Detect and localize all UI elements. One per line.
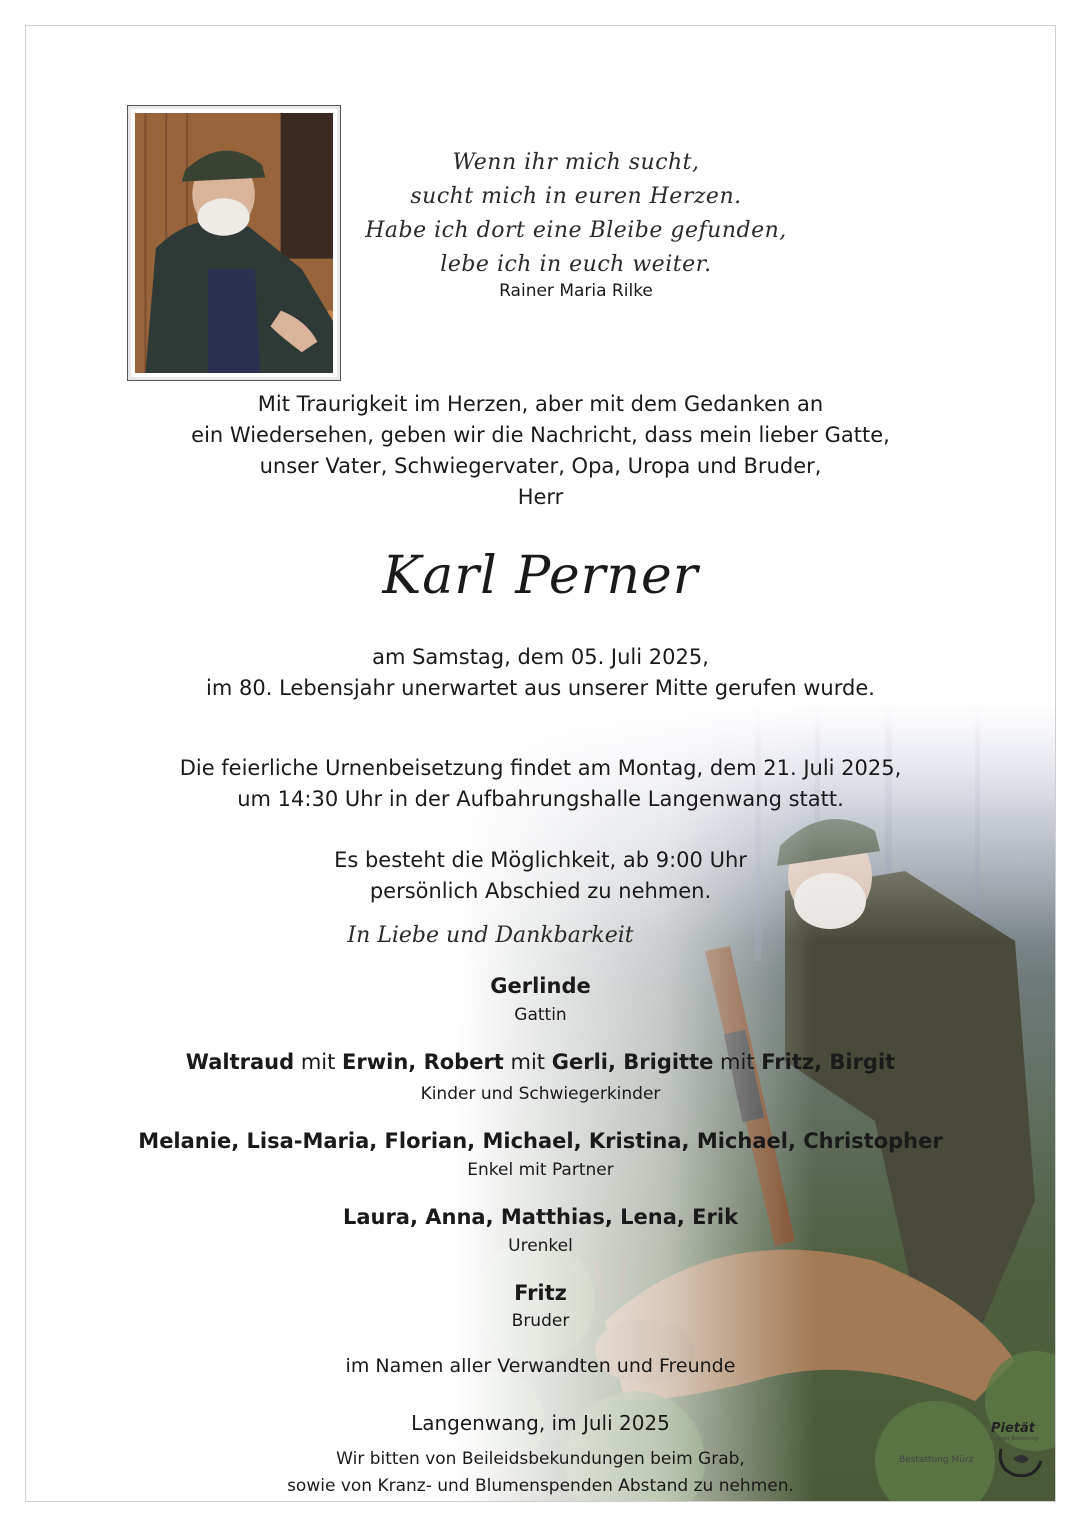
logo-tagline: in jeder Beziehung xyxy=(991,1436,1038,1442)
poem-line: sucht mich in euren Herzen. xyxy=(410,184,742,209)
closing-line: im Namen aller Verwandten und Freunde xyxy=(345,1355,736,1377)
poem-author: Rainer Maria Rilke xyxy=(499,281,653,301)
farewell-line: persönlich Abschied zu nehmen. xyxy=(369,879,712,903)
great-grandchildren-names: Laura, Anna, Matthias, Lena, Erik xyxy=(342,1205,739,1229)
logo-brand: Pietät xyxy=(991,1421,1036,1436)
poem-line: Habe ich dort eine Bleibe gefunden, xyxy=(365,218,787,243)
intro-text xyxy=(26,389,1055,513)
brother-role: Bruder xyxy=(511,1311,570,1331)
obituary-page xyxy=(25,25,1056,1502)
child-name: Erwin, Robert xyxy=(342,1050,504,1074)
great-grandchildren-role: Urenkel xyxy=(508,1236,573,1256)
notice-line: sowie von Kranz- und Blumenspenden Abstand zu nehmen. xyxy=(287,1476,794,1496)
intro-line: unser Vater, Schwiegervater, Opa, Uropa und Bruder, xyxy=(259,454,822,478)
poem xyxy=(206,146,946,282)
connector: mit xyxy=(294,1050,343,1074)
connector: mit xyxy=(503,1050,552,1074)
grandchildren-names: Melanie, Lisa-Maria, Florian, Michael, Kristina, Michael, Christopher xyxy=(138,1129,943,1153)
spouse-role: Gattin xyxy=(514,1005,567,1025)
logo-swirl-icon xyxy=(995,1439,1043,1479)
death-line: im 80. Lebensjahr unerwartet aus unserer Mitte gerufen wurde. xyxy=(206,676,875,700)
intro-line: Herr xyxy=(517,485,564,509)
children-names xyxy=(26,1050,1055,1074)
logo-company: Bestattung Mürz xyxy=(899,1455,974,1465)
poem-line: lebe ich in euch weiter. xyxy=(440,252,712,277)
child-name: Waltraud xyxy=(185,1050,295,1074)
intro-line: Mit Traurigkeit im Herzen, aber mit dem Gedanken an xyxy=(257,392,824,416)
brother-name: Fritz xyxy=(514,1281,567,1305)
spouse-name: Gerlinde xyxy=(490,974,591,998)
love-line: In Liebe und Dankbarkeit xyxy=(347,923,634,948)
grandchildren-role: Enkel mit Partner xyxy=(467,1160,614,1180)
funeral-home-logo xyxy=(899,1421,1049,1481)
children-role: Kinder und Schwiegerkinder xyxy=(420,1084,661,1104)
farewell-line: Es besteht die Möglichkeit, ab 9:00 Uhr xyxy=(334,848,747,872)
farewell-info xyxy=(26,845,1055,907)
death-line: am Samstag, dem 05. Juli 2025, xyxy=(372,645,709,669)
poem-line: Wenn ihr mich sucht, xyxy=(452,150,700,175)
ceremony-line: Die feierliche Urnenbeisetzung findet am Montag, dem 21. Juli 2025, xyxy=(179,756,902,780)
notice-line: Wir bitten von Beileidsbekundungen beim Grab, xyxy=(336,1449,745,1469)
intro-line: ein Wiedersehen, geben wir die Nachricht, dass mein lieber Gatte, xyxy=(191,423,890,447)
death-notice xyxy=(26,642,1055,704)
ceremony-info xyxy=(26,753,1055,815)
connector: mit xyxy=(713,1050,762,1074)
ceremony-line: um 14:30 Uhr in der Aufbahrungshalle Langenwang statt. xyxy=(237,787,844,811)
child-name: Gerli, Brigitte xyxy=(551,1050,714,1074)
child-name: Fritz, Birgit xyxy=(761,1050,896,1074)
deceased-name: Karl Perner xyxy=(382,546,699,606)
place-date: Langenwang, im Juli 2025 xyxy=(411,1411,670,1435)
